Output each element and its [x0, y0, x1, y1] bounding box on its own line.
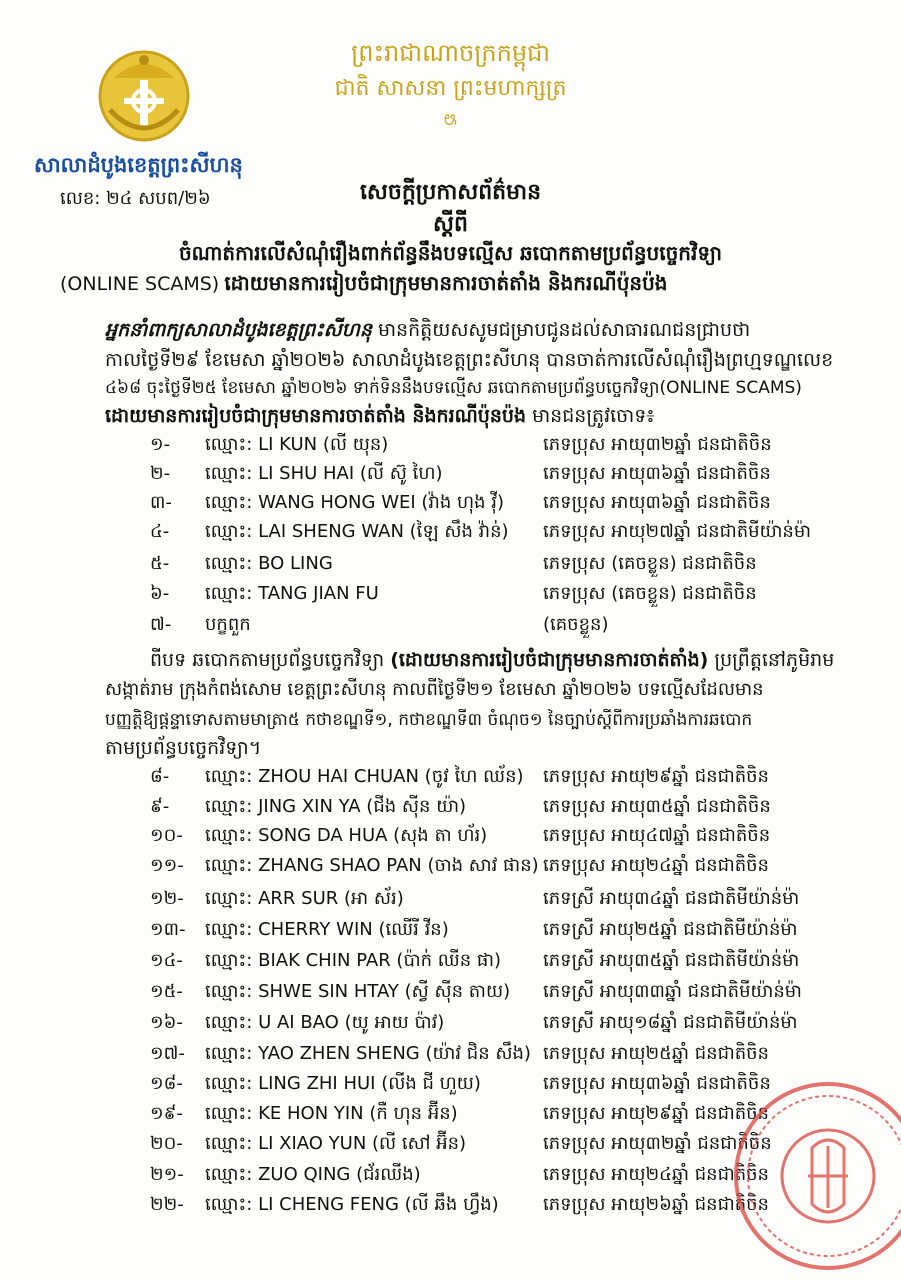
intro-text-1: មានកិត្តិយសសូមជម្រាបជូនដល់សាធារណជនជ្រាបថា	[377, 319, 751, 341]
court-emblem-icon	[96, 40, 192, 152]
list-item: ៣- ឈ្មោះ: WANG HONG WEI (វ៉ាង ហុង វ៉ី) ភេទប្រុស អាយុ៣៦ឆ្នាំ ជនជាតិចិន	[150, 492, 771, 513]
list-item: ២- ឈ្មោះ: LI SHU HAI (លី ស៊ូ ហៃ) ភេទប្រុស អាយុ៣៦ឆ្នាំ ជនជាតិចិន	[150, 463, 771, 484]
list-item: ១៦- ឈ្មោះ: U AI BAO (យូ អាយ ប៉ាវ) ភេទស្រី អាយុ១៨ឆ្នាំ ជនជាតិមីយ៉ាន់ម៉ា	[150, 1012, 798, 1033]
list-item: ២០- ឈ្មោះ: LI XIAO YUN (លី សៅ អ៊ីន) ភេទប្រុស អាយុ៣២ឆ្នាំ ជនជាតិចិន	[150, 1133, 772, 1154]
list-item: ២១- ឈ្មោះ: ZUO QING (ជ័រឈីង) ភេទប្រុស អាយុ២៤ឆ្នាំ ជនជាតិចិន	[150, 1164, 769, 1185]
ornament: ꢰ	[444, 110, 457, 129]
charge-c: ប្រព្រឹត្តនៅភូមិរាម	[714, 649, 835, 671]
charge-line-3: បញ្ញត្តិឱ្យផ្តន្ទាទោសតាមមាត្រា៥ កថាខណ្ឌទី១, កថាខណ្ឌទី៣ ចំណុច១ នៃច្បាប់ស្តីពីការប្រឆាំងការឆបោក	[105, 710, 753, 730]
list-item: ៨- ឈ្មោះ: ZHOU HAI CHUAN (ចូវ ហៃ ឈ័ន) ភេទប្រុស អាយុ២៩ឆ្នាំ ជនជាតិចិន	[150, 766, 769, 787]
court-name: សាលាដំបូងខេត្តព្រះសីហនុ	[34, 153, 243, 177]
intro-line-2: កាលថ្ងៃទី២៩ ខែមេសា ឆ្នាំ២០២៦ សាលាដំបូងខេត្តព្រះសីហនុ បានចាត់ការលើសំណុំរឿងព្រហ្មទណ្ឌលេខ	[105, 349, 834, 371]
list-item: ១១- ឈ្មោះ: ZHANG SHAO PAN (ចាង សាវ ផាន) ភេទប្រុស អាយុ២៤ឆ្នាំ ជនជាតិចិន	[150, 855, 769, 876]
title-regarding: ស្តីពី	[433, 212, 468, 237]
list-item: ៦- ឈ្មោះ: TANG JIAN FU ភេទប្រុស (គេចខ្លួន) ជនជាតិចិន	[150, 583, 757, 604]
list-item: ១៥- ឈ្មោះ: SHWE SIN HTAY (ស្វី ស៊ីន តាយ) ភេទស្រី អាយុ៣៣ឆ្នាំ ជនជាតិមីយ៉ាន់ម៉ា	[150, 981, 802, 1002]
list-item: ១៩- ឈ្មោះ: KE HON YIN (កឺ ហុន អ៊ីន) ភេទប្រុស អាយុ២៩ឆ្នាំ ជនជាតិចិន	[150, 1103, 769, 1124]
intro-bold-phrase: ដោយមានការរៀបចំជាក្រុមមានការចាត់តាំង និងករណីប៉ុនប៉ង	[105, 405, 527, 427]
list-item: ១៤- ឈ្មោះ: BIAK CHIN PAR (ប៉ាក់ ឈីន ផា) ភេទស្រី អាយុ៣៥ឆ្នាំ ជនជាតិមីយ៉ាន់ម៉ា	[150, 950, 800, 971]
reference-number: លេខ: ២៤ សបព/២៦	[60, 188, 211, 209]
charge-line-2: សង្កាត់រាម ក្រុងកំពង់សោម ខេត្តព្រះសីហនុ កាលពីថ្ងៃទី២១ ខែមេសា ឆ្នាំ២០២៦ បទល្មើសដែលមាន	[105, 679, 764, 700]
court-seal-stamp-icon	[700, 1076, 901, 1276]
list-item: ១៣- ឈ្មោះ: CHERRY WIN (ឈើរី វីន) ភេទស្រី អាយុ២៥ឆ្នាំ ជនជាតិមីយ៉ាន់ម៉ា	[150, 919, 798, 940]
title-online-scams: (ONLINE SCAMS)	[60, 273, 220, 295]
title-subject-line2	[60, 270, 668, 300]
intro-accused: មានជនត្រូវចោទ៖	[532, 405, 655, 427]
charge-a: ពីបទ ឆបោកតាមប្រព័ន្ធបច្ចេកវិទ្យា	[150, 649, 385, 671]
charge-b: (ដោយមានការរៀបចំជាក្រុមមានការចាត់តាំង)	[390, 649, 709, 671]
list-item: ៧- បក្ខពួក (គេចខ្លួន)	[150, 614, 609, 635]
list-item: ១០- ឈ្មោះ: SONG DA HUA (សុង តា ហ័រ) ភេទប្រុស អាយុ៤៧ឆ្នាំ ជនជាតិចិន	[150, 825, 771, 846]
title-subject: ចំណាត់ការលើសំណុំរឿងពាក់ព័ន្ធនឹងបទល្មើស ឆបោកតាមប្រព័ន្ធបច្ចេកវិទ្យា	[178, 241, 723, 265]
kingdom-title: ព្រះរាជាណាចក្រកម្ពុជា	[351, 39, 550, 67]
announcement-title: សេចក្តីប្រកាសព័ត៌មាន	[359, 180, 542, 205]
spokesperson-lead: អ្នកនាំពាក្យសាលាដំបូងខេត្តព្រះសីហនុ	[105, 319, 372, 341]
intro-line-3: ៤៦៨ ចុះថ្ងៃទី២៥ ខែមេសា ឆ្នាំ២០២៦ ទាក់ទិននឹងបទល្មើស ឆបោកតាមប្រព័ន្ធបច្ចេកវិទ្យា(ONLINE SCAMS)	[105, 378, 802, 398]
list-item: ១៨- ឈ្មោះ: LING ZHI HUI (លីង ជី ហួយ) ភេទប្រុស អាយុ៣៦ឆ្នាំ ជនជាតិចិន	[150, 1073, 771, 1094]
list-item: ១៧- ឈ្មោះ: YAO ZHEN SHENG (យ៉ាវ ជិន សឹង) ភេទប្រុស អាយុ២៥ឆ្នាំ ជនជាតិចិន	[150, 1043, 769, 1064]
motto: ជាតិ សាសនា ព្រះមហាក្សត្រ	[334, 76, 567, 101]
list-item: ៤- ឈ្មោះ: LAI SHENG WAN (ឡៃ សឹង វ៉ាន់) ភេទប្រុស អាយុ២៧ឆ្នាំ ជនជាតិមីយ៉ាន់ម៉ា	[150, 521, 811, 542]
list-item: ១២- ឈ្មោះ: ARR SUR (អា ស័រ) ភេទស្រី អាយុ៣៤ឆ្នាំ ជនជាតិមីយ៉ាន់ម៉ា	[150, 888, 800, 909]
list-item: ១- ឈ្មោះ: LI KUN (លី យុន) ភេទប្រុស អាយុ៣២ឆ្នាំ ជនជាតិចិន	[150, 434, 772, 455]
list-item: ៥- ឈ្មោះ: BO LING ភេទប្រុស (គេចខ្លួន) ជនជាតិចិន	[150, 553, 757, 574]
intro-line-1	[105, 316, 750, 344]
title-subject-cont: ដោយមានការរៀបចំជាក្រុមមានការចាត់តាំង និងករណីប៉ុនប៉ង	[224, 271, 668, 295]
charge-line-4: តាមប្រព័ន្ធបច្ចេកវិទ្យា។	[105, 737, 262, 759]
intro-line-4	[105, 402, 655, 430]
charge-line-1	[150, 646, 834, 674]
list-item: ២២- ឈ្មោះ: LI CHENG FENG (លី ឆឹង ហ្វឹង) ភេទប្រុស អាយុ២៦ឆ្នាំ ជនជាតិចិន	[150, 1194, 769, 1215]
list-item: ៩- ឈ្មោះ: JING XIN YA (ជីង ស៊ីន យ៉ា) ភេទប្រុស អាយុ៣៥ឆ្នាំ ជនជាតិចិន	[150, 796, 771, 817]
